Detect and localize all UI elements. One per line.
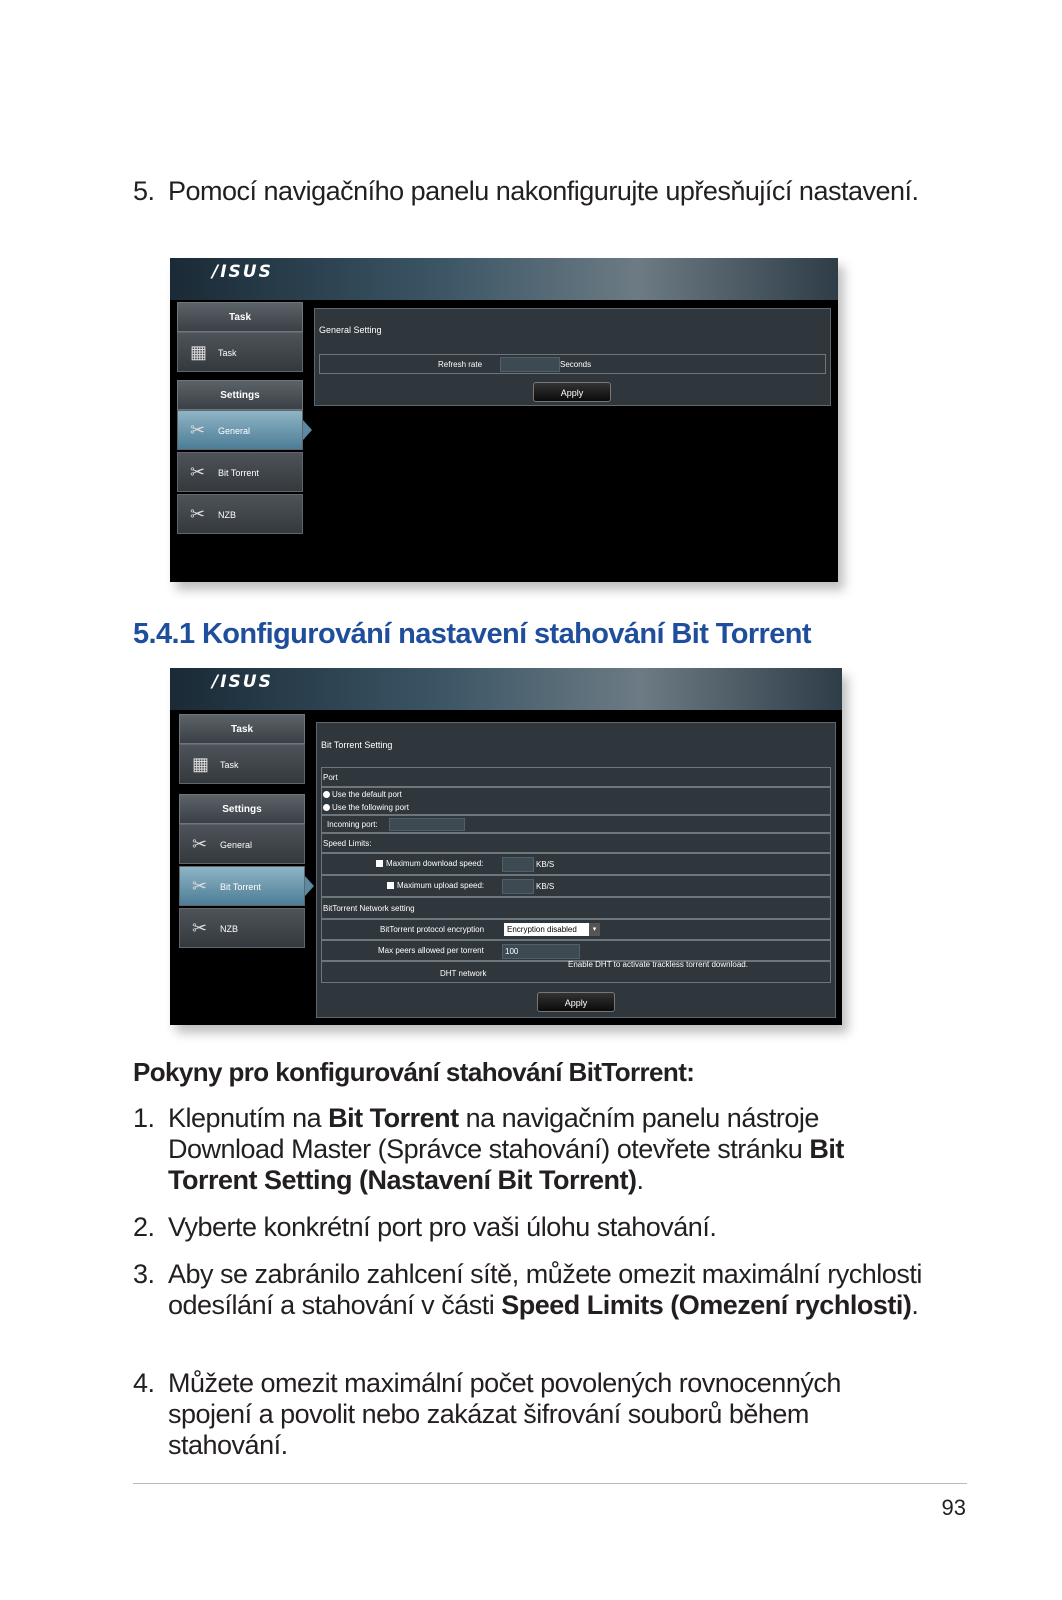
tools-icon: ✂ <box>190 420 206 440</box>
nav-item-label: NZB <box>218 510 236 520</box>
step-text: Můžete omezit maximální počet povolených rovnocenných spojení a povolit nebo zakázat šifrování souborů během stahování. <box>168 1368 841 1460</box>
step-text: Pomocí navigačního panelu nakonfigurujte upřesňující nastavení. <box>168 176 919 206</box>
instruction-step-4 <box>133 1368 933 1464</box>
router-header <box>170 668 842 710</box>
nav-item-task[interactable] <box>177 332 303 372</box>
step-number: 2. <box>133 1212 155 1242</box>
footer-divider <box>133 1483 967 1484</box>
port-options-row <box>321 787 831 815</box>
nav-item-label: General <box>218 426 251 436</box>
max-download-row <box>321 853 831 875</box>
default-port-option[interactable] <box>323 790 402 799</box>
network-setting-row <box>321 897 831 919</box>
bit-torrent-term: Bit Torrent <box>328 1103 459 1133</box>
port-row <box>321 767 831 787</box>
max-upload-option[interactable] <box>387 881 484 890</box>
nav-item-label: NZB <box>220 924 238 934</box>
max-download-label: Maximum download speed: <box>386 859 484 868</box>
refresh-rate-label: Refresh rate <box>438 360 483 369</box>
encryption-label: BitTorrent protocol encryption <box>380 925 485 934</box>
tools-icon: ✂ <box>190 462 206 482</box>
speed-limits-term: Speed Limits (Omezení rychlosti) <box>501 1290 912 1320</box>
nav-item-label: Bit Torrent <box>220 882 261 892</box>
step-number: 1. <box>133 1103 155 1133</box>
task-icon: ▦ <box>192 754 210 774</box>
following-port-label: Use the following port <box>332 803 409 812</box>
page-number: 93 <box>941 1495 966 1520</box>
network-setting-label: BitTorrent Network setting <box>323 904 415 913</box>
encryption-select[interactable] <box>504 923 600 936</box>
nav-item-general[interactable] <box>177 410 303 450</box>
settings-header: Settings <box>179 794 305 824</box>
incoming-port-row <box>321 815 831 833</box>
tools-icon: ✂ <box>192 834 208 854</box>
max-download-option[interactable] <box>376 859 483 868</box>
max-peers-value: 100 <box>505 947 519 956</box>
dht-row <box>321 961 831 983</box>
asus-logo: /ISUS <box>212 672 273 692</box>
panel-title: General Setting <box>319 325 382 335</box>
checkbox-icon <box>376 860 383 867</box>
tools-icon: ✂ <box>192 918 208 938</box>
max-peers-input[interactable] <box>502 944 580 959</box>
nav-item-task[interactable] <box>179 744 305 784</box>
step-text: Aby se zabránilo zahlcení sítě, můžete omezit maximální rychlosti odesílání a stahování v části Speed Limits (Omezení rychlosti). <box>168 1259 922 1320</box>
following-port-option[interactable] <box>323 803 409 812</box>
instruction-step-1 <box>133 1103 933 1199</box>
nav-item-label: General <box>220 840 253 850</box>
intro-step <box>133 176 933 238</box>
apply-button[interactable]: Apply <box>537 992 615 1012</box>
speed-limits-label: Speed Limits: <box>323 839 372 848</box>
step-text: Klepnutím na Bit Torrent na navigačním panelu nástroje Download Master (Správce stahování) otevřete stránku Bit Torrent Setting (Nastavení Bit Torrent). <box>168 1103 844 1195</box>
chevron-down-icon: ▾ <box>589 923 600 936</box>
tools-icon: ✂ <box>190 504 206 524</box>
asus-logo: /ISUS <box>212 262 273 282</box>
max-upload-input[interactable] <box>502 879 534 894</box>
nav-item-nzb[interactable] <box>177 494 303 534</box>
instruction-step-2 <box>133 1212 933 1244</box>
router-header <box>170 258 838 300</box>
max-peers-row <box>321 940 831 961</box>
kbs-unit: KB/S <box>536 882 555 891</box>
seconds-label: Seconds <box>560 360 592 369</box>
refresh-rate-input[interactable] <box>500 357 560 372</box>
step-text: Vyberte konkrétní port pro vaši úlohu stahování. <box>168 1212 717 1242</box>
bit-torrent-setting-term: Bit Torrent Setting (Nastavení Bit Torrent) <box>168 1134 844 1195</box>
active-arrow <box>305 876 314 896</box>
nav-item-label: Bit Torrent <box>218 468 259 478</box>
general-setting-screenshot <box>170 258 838 582</box>
nav-item-bittorrent[interactable] <box>179 866 305 906</box>
settings-header: Settings <box>177 380 303 410</box>
active-arrow <box>303 420 312 440</box>
max-upload-label: Maximum upload speed: <box>397 881 485 890</box>
kbs-unit: KB/S <box>536 860 555 869</box>
max-download-input[interactable] <box>502 857 534 872</box>
incoming-port-label: Incoming port: <box>327 820 378 829</box>
nav-item-bittorrent[interactable] <box>177 452 303 492</box>
task-icon: ▦ <box>190 342 208 362</box>
tools-icon: ✂ <box>192 876 208 896</box>
instructions-heading: Pokyny pro konfigurování stahování BitTorrent: <box>133 1057 695 1087</box>
nav-item-general[interactable] <box>179 824 305 864</box>
incoming-port-input[interactable] <box>389 818 465 831</box>
default-port-label: Use the default port <box>332 790 402 799</box>
nav-item-nzb[interactable] <box>179 908 305 948</box>
encryption-row <box>321 919 831 940</box>
task-header: Task <box>177 302 303 332</box>
speed-limits-row <box>321 833 831 853</box>
dht-label: DHT network <box>440 969 487 978</box>
task-header: Task <box>179 714 305 744</box>
max-upload-row <box>321 875 831 897</box>
general-setting-panel <box>314 308 831 406</box>
panel-title: Bit Torrent Setting <box>321 740 393 750</box>
bittorrent-setting-screenshot <box>170 668 842 1025</box>
radio-icon <box>323 791 330 798</box>
max-peers-label: Max peers allowed per torrent <box>378 946 484 955</box>
dht-hint: Enable DHT to activate trackless torrent download. <box>568 960 748 969</box>
encryption-value: Encryption disabled <box>507 925 577 934</box>
instruction-step-3 <box>133 1259 933 1355</box>
checkbox-icon <box>387 882 394 889</box>
section-heading: 5.4.1 Konfigurování nastavení stahování Bit Torrent <box>133 618 811 650</box>
nav-item-label: Task <box>220 760 239 770</box>
step-number: 4. <box>133 1368 155 1398</box>
port-label: Port <box>323 773 338 782</box>
bittorrent-setting-panel <box>316 722 836 1018</box>
step-number: 5. <box>133 176 155 206</box>
nav-item-label: Task <box>218 348 237 358</box>
radio-icon <box>323 804 330 811</box>
refresh-rate-row <box>319 354 826 374</box>
apply-button[interactable]: Apply <box>533 382 611 402</box>
step-number: 3. <box>133 1259 155 1289</box>
